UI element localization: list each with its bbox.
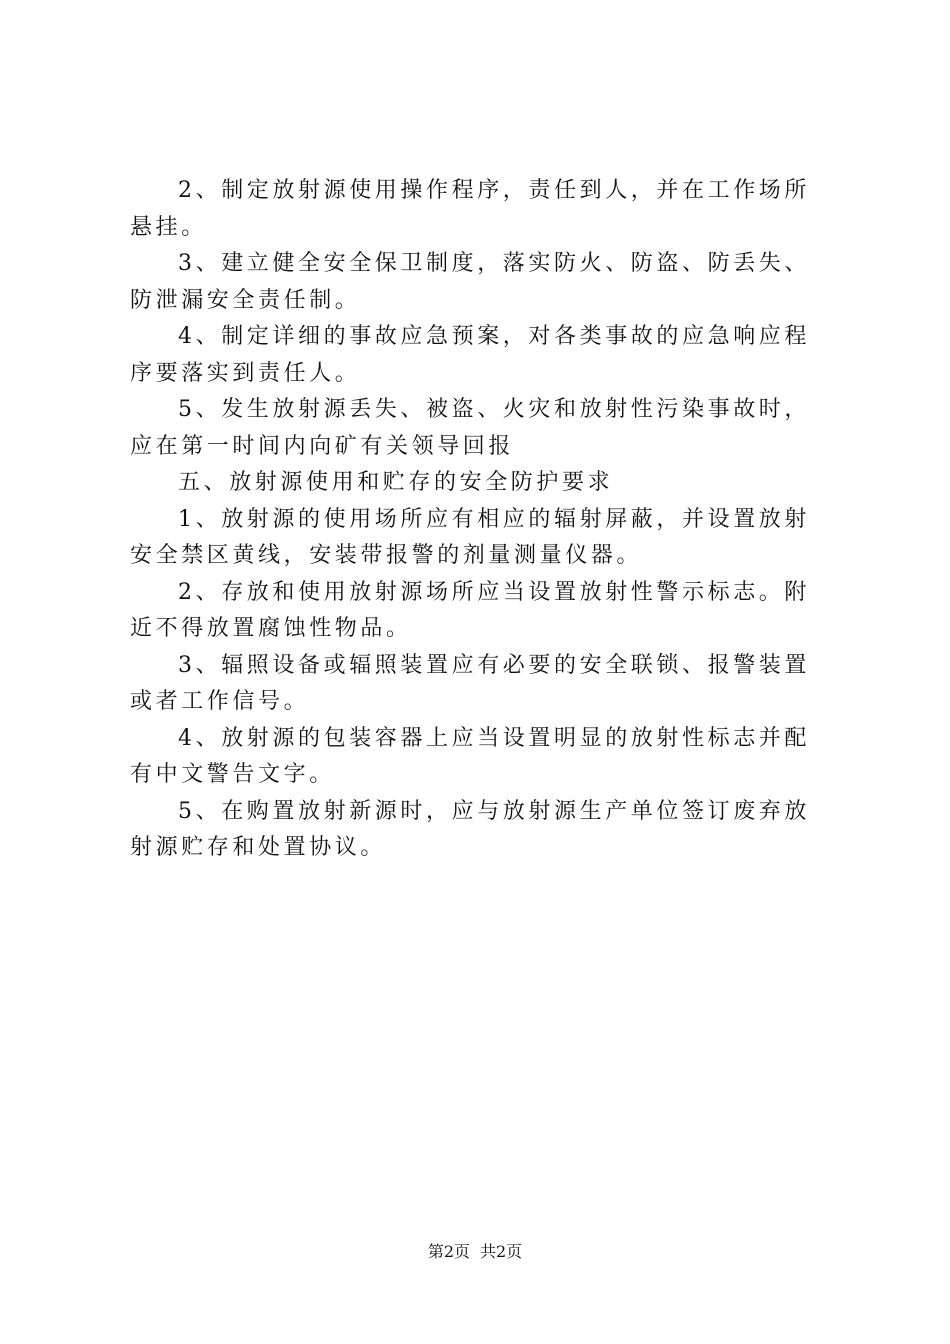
paragraph-item-2-warning-signs: 2、存放和使用放射源场所应当设置放射性警示标志。附近不得放置腐蚀性物品。 [130, 579, 810, 641]
paragraph-item-3-interlocks: 3、辐照设备或辐照装置应有必要的安全联锁、报警装置或者工作信号。 [130, 652, 810, 714]
paragraph-item-1-shielding: 1、放射源的使用场所应有相应的辐射屏蔽，并设置放射安全禁区黄线，安装带报警的剂量测量仪器。 [130, 506, 810, 568]
paragraph-item-4-container-labels: 4、放射源的包装容器上应当设置明显的放射性标志并配有中文警告文字。 [130, 725, 810, 787]
document-body [130, 173, 830, 867]
page-footer [0, 1242, 950, 1262]
section-heading-five: 五、放射源使用和贮存的安全防护要求 [178, 470, 614, 495]
paragraph-item-5-incident-report: 5、发生放射源丢失、被盗、火灾和放射性污染事故时，应在第一时间内向矿有关领导回报 [130, 397, 810, 459]
paragraph-item-4-emergency-plan: 4、制定详细的事故应急预案，对各类事故的应急响应程序要落实到责任人。 [130, 324, 810, 386]
paragraph-item-3-security: 3、建立健全安全保卫制度，落实防火、防盗、防丢失、防泄漏安全责任制。 [130, 251, 810, 313]
paragraph-item-5-disposal-agreement: 5、在购置放射新源时，应与放射源生产单位签订废弃放射源贮存和处置协议。 [130, 798, 810, 860]
page-total: 共2页 [480, 1242, 523, 1261]
page-number: 第2页 [427, 1242, 470, 1261]
paragraph-item-2-procedure: 2、制定放射源使用操作程序，责任到人，并在工作场所悬挂。 [130, 178, 810, 240]
